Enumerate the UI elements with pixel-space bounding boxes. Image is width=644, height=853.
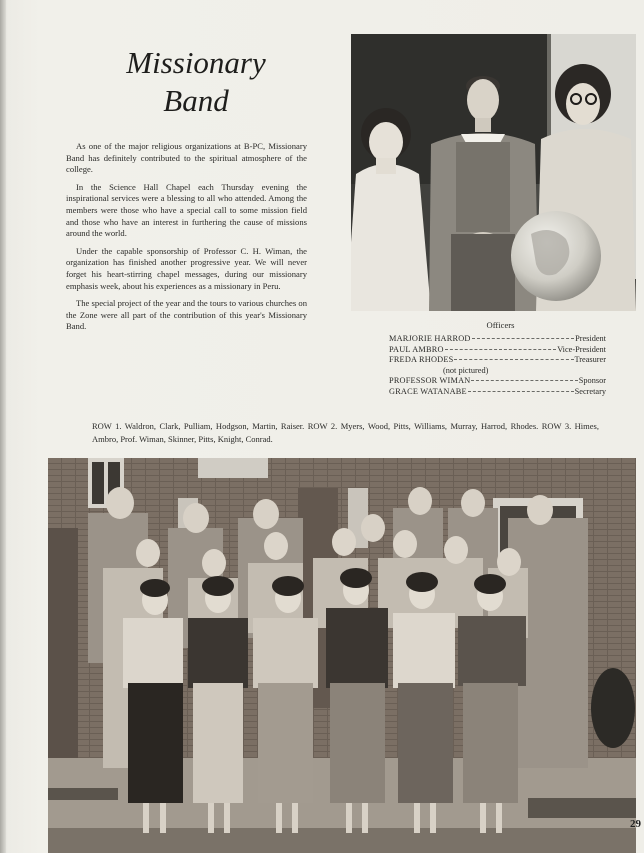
leader-dots xyxy=(468,391,574,392)
paragraph: As one of the major religious organizations at B-PC, Missionary Band has definitely contributed to the spiritual atmosphere of the college. xyxy=(66,141,307,175)
group-photo xyxy=(48,458,636,853)
officer-row xyxy=(389,376,606,387)
officer-title: Sponsor xyxy=(578,376,606,385)
officer-row xyxy=(389,345,606,356)
officer-name: FREDA RHODES xyxy=(389,355,454,364)
officers-photo-illustration xyxy=(351,34,636,311)
officer-row xyxy=(389,355,606,366)
officer-note: (not pictured) xyxy=(443,365,489,375)
paragraph: The special project of the year and the tours to various churches on the Zone were all part of the contribution of this year's Missionary Band. xyxy=(66,298,307,332)
officer-title: Secretary xyxy=(574,386,606,396)
officer-title: Treasurer xyxy=(574,355,606,364)
officer-name: PROFESSOR WIMAN xyxy=(389,376,471,385)
binding-edge xyxy=(0,0,6,853)
leader-dots xyxy=(445,349,557,350)
officer-title: Vice-President xyxy=(557,344,606,354)
article-body xyxy=(66,141,307,339)
officer-name: PAUL AMBRO xyxy=(389,344,444,354)
officer-name: MARJORIE HARROD xyxy=(389,334,471,343)
leader-dots xyxy=(454,359,573,360)
title-line-2: Band xyxy=(163,83,229,118)
leader-dots xyxy=(472,338,575,339)
leader-dots xyxy=(471,380,577,381)
paragraph: Under the capable sponsorship of Professor C. H. Wiman, the organization has finished another progressive year. We will never forget his heart-stirring chapel messages, during our missionary emphasis week, about his experiences as a missionary in Peru. xyxy=(66,245,307,291)
officer-title: President xyxy=(575,334,606,343)
officer-row xyxy=(389,387,606,398)
paragraph: In the Science Hall Chapel each Thursday evening the inspirational services were a blessing to all who attended. Among the members were those who have a special call to some mission field and those who have an interest in furthering the cause of missions around the world. xyxy=(66,181,307,239)
group-photo-illustration xyxy=(48,458,636,853)
page-title xyxy=(96,44,296,120)
officer-row xyxy=(389,334,606,345)
page-number: 29 xyxy=(630,818,641,830)
group-photo-caption: ROW 1. Waldron, Clark, Pulliam, Hodgson, Martin, Raiser. ROW 2. Myers, Wood, Pitts, Williams, Murray, Harrod, Rhodes. ROW 3. Himes, Ambro, Prof. Wiman, Skinner, Pitts, Knight, Conrad. xyxy=(92,421,599,444)
officers-photo xyxy=(351,34,636,311)
title-line-1: Missionary xyxy=(126,45,266,80)
officers-heading: Officers xyxy=(486,320,515,330)
officer-name: GRACE WATANABE xyxy=(389,386,467,396)
officers-list xyxy=(389,320,606,397)
